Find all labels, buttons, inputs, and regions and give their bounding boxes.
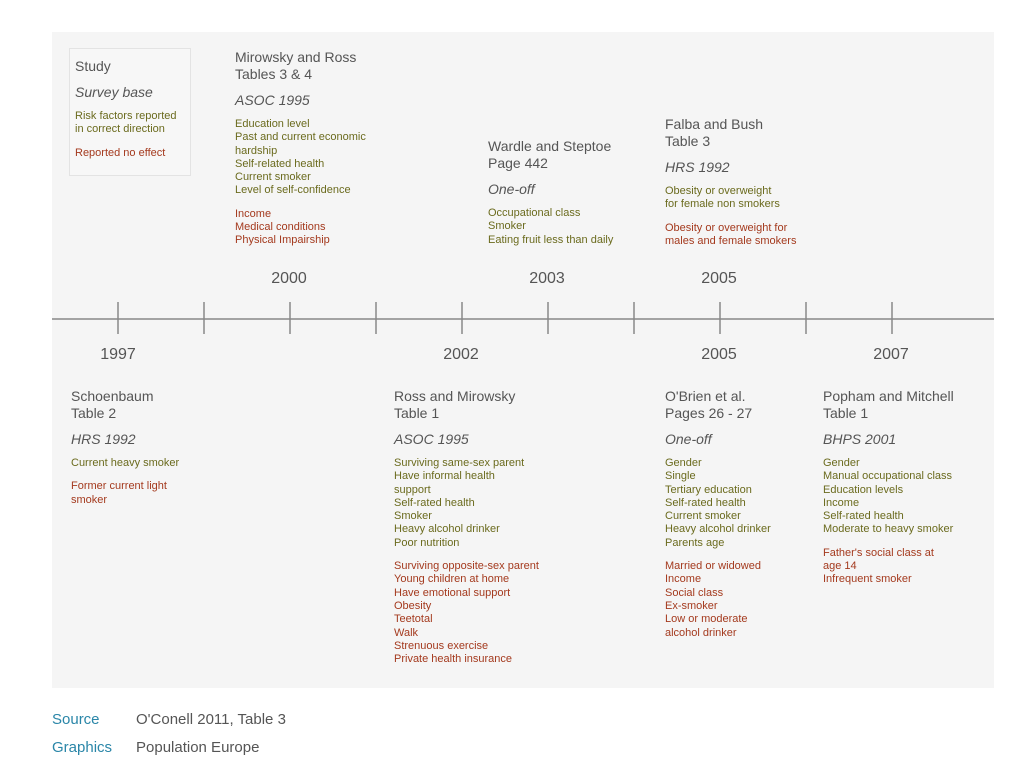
study-base: One-off <box>488 181 535 197</box>
legend-negative: Reported no effect <box>75 146 166 159</box>
study-base: ASOC 1995 <box>394 431 469 447</box>
positive-factor: Education levels <box>823 483 904 496</box>
negative-factor: Strenuous exercise <box>394 639 489 652</box>
legend-base: Survey base <box>75 84 153 100</box>
graphics-label: Graphics <box>52 739 113 756</box>
positive-factor: Manual occupational class <box>823 470 953 483</box>
negative-factor: Teetotal <box>394 613 433 626</box>
negative-factor: Obesity <box>394 599 432 612</box>
study-title: O'Brien et al. Pages 26 - 27 <box>665 388 753 421</box>
negative-factor: Young children at home <box>394 573 510 586</box>
year-label-bottom: 1997 <box>100 346 136 363</box>
study-bottom-1 <box>394 388 564 666</box>
study-top-2 <box>665 116 825 248</box>
study-bottom-0 <box>71 388 231 507</box>
negative-factor: Infrequent smoker <box>823 573 912 586</box>
positive-factor: Past and current economic hardship <box>235 131 366 157</box>
positive-factor: Self-rated health <box>394 496 475 509</box>
positive-factor: Smoker <box>394 510 432 523</box>
timeline-ticks <box>118 302 892 334</box>
year-label-top: 2005 <box>701 270 737 287</box>
study-title: Popham and Mitchell Table 1 <box>823 388 954 421</box>
negative-factor: Former current light smoker <box>71 480 167 506</box>
study-title: Falba and Bush Table 3 <box>665 116 764 149</box>
positive-factor: Poor nutrition <box>394 536 460 549</box>
positive-factor: Current smoker <box>235 171 311 184</box>
negative-factor: Income <box>235 207 272 220</box>
study-base: One-off <box>665 431 712 447</box>
positive-factor: Smoker <box>488 220 526 233</box>
positive-factor: Heavy alcohol drinker <box>665 523 771 536</box>
study-title: Wardle and Steptoe Page 442 <box>488 138 612 171</box>
negative-factor: Have emotional support <box>394 586 511 599</box>
study-base: BHPS 2001 <box>823 431 897 447</box>
study-title: Ross and Mirowsky Table 1 <box>394 388 516 421</box>
graphics-value: Population Europe <box>136 739 260 756</box>
positive-factor: Tertiary education <box>665 483 752 496</box>
positive-factor: Level of self-confidence <box>235 184 351 197</box>
negative-factor: Walk <box>394 626 419 639</box>
study-base: HRS 1992 <box>665 159 730 175</box>
negative-factor: Married or widowed <box>665 560 761 573</box>
positive-factor: Occupational class <box>488 207 581 219</box>
negative-factor: Ex-smoker <box>665 599 718 612</box>
positive-factor: Heavy alcohol drinker <box>394 523 500 536</box>
negative-factor: Obesity or overweight for males and female smokers <box>665 221 797 247</box>
positive-factor: Obesity or overweight for female non smokers <box>665 185 780 211</box>
positive-factor: Self-rated health <box>665 496 746 509</box>
positive-factor: Self-related health <box>235 157 325 170</box>
year-label-top: 2000 <box>271 270 307 287</box>
negative-factor: Private health insurance <box>394 653 513 666</box>
source-value: O'Conell 2011, Table 3 <box>136 711 286 728</box>
positive-factor: Income <box>823 496 860 509</box>
positive-factor: Surviving same-sex parent <box>394 457 525 469</box>
negative-factor: Father's social class at age 14 <box>823 546 934 573</box>
positive-factor: Have informal health support <box>394 470 495 496</box>
positive-factor: Current smoker <box>665 510 741 523</box>
study-base: HRS 1992 <box>71 431 136 447</box>
study-bottom-3 <box>823 388 988 587</box>
positive-factor: Parents age <box>665 536 725 549</box>
legend-positive: Risk factors reported in correct direction <box>75 110 177 136</box>
study-top-0 <box>235 49 405 248</box>
positive-factor: Gender <box>665 457 702 469</box>
negative-factor: Physical Impairship <box>235 234 330 247</box>
year-label-bottom: 2005 <box>701 346 737 363</box>
negative-factor: Social class <box>665 586 724 599</box>
negative-factor: Income <box>665 573 702 586</box>
year-label-bottom: 2007 <box>873 346 909 363</box>
study-title: Schoenbaum Table 2 <box>71 388 154 421</box>
positive-factor: Self-rated health <box>823 510 904 523</box>
study-bottom-2 <box>665 388 815 640</box>
positive-factor: Current heavy smoker <box>71 457 180 469</box>
year-label-bottom: 2002 <box>443 346 479 363</box>
positive-factor: Gender <box>823 457 860 469</box>
positive-factor: Moderate to heavy smoker <box>823 523 954 536</box>
legend-title: Study <box>75 58 111 74</box>
negative-factor: Medical conditions <box>235 221 326 234</box>
study-top-1 <box>488 138 648 247</box>
negative-factor: Surviving opposite-sex parent <box>394 560 539 573</box>
positive-factor: Eating fruit less than daily <box>488 233 614 246</box>
negative-factor: Low or moderate alcohol drinker <box>665 613 748 639</box>
year-label-top: 2003 <box>529 270 565 287</box>
positive-factor: Single <box>665 470 696 483</box>
positive-factor: Education level <box>235 118 310 130</box>
study-base: ASOC 1995 <box>235 92 310 108</box>
study-title: Mirowsky and Ross Tables 3 & 4 <box>235 49 357 82</box>
source-label: Source <box>52 711 100 728</box>
